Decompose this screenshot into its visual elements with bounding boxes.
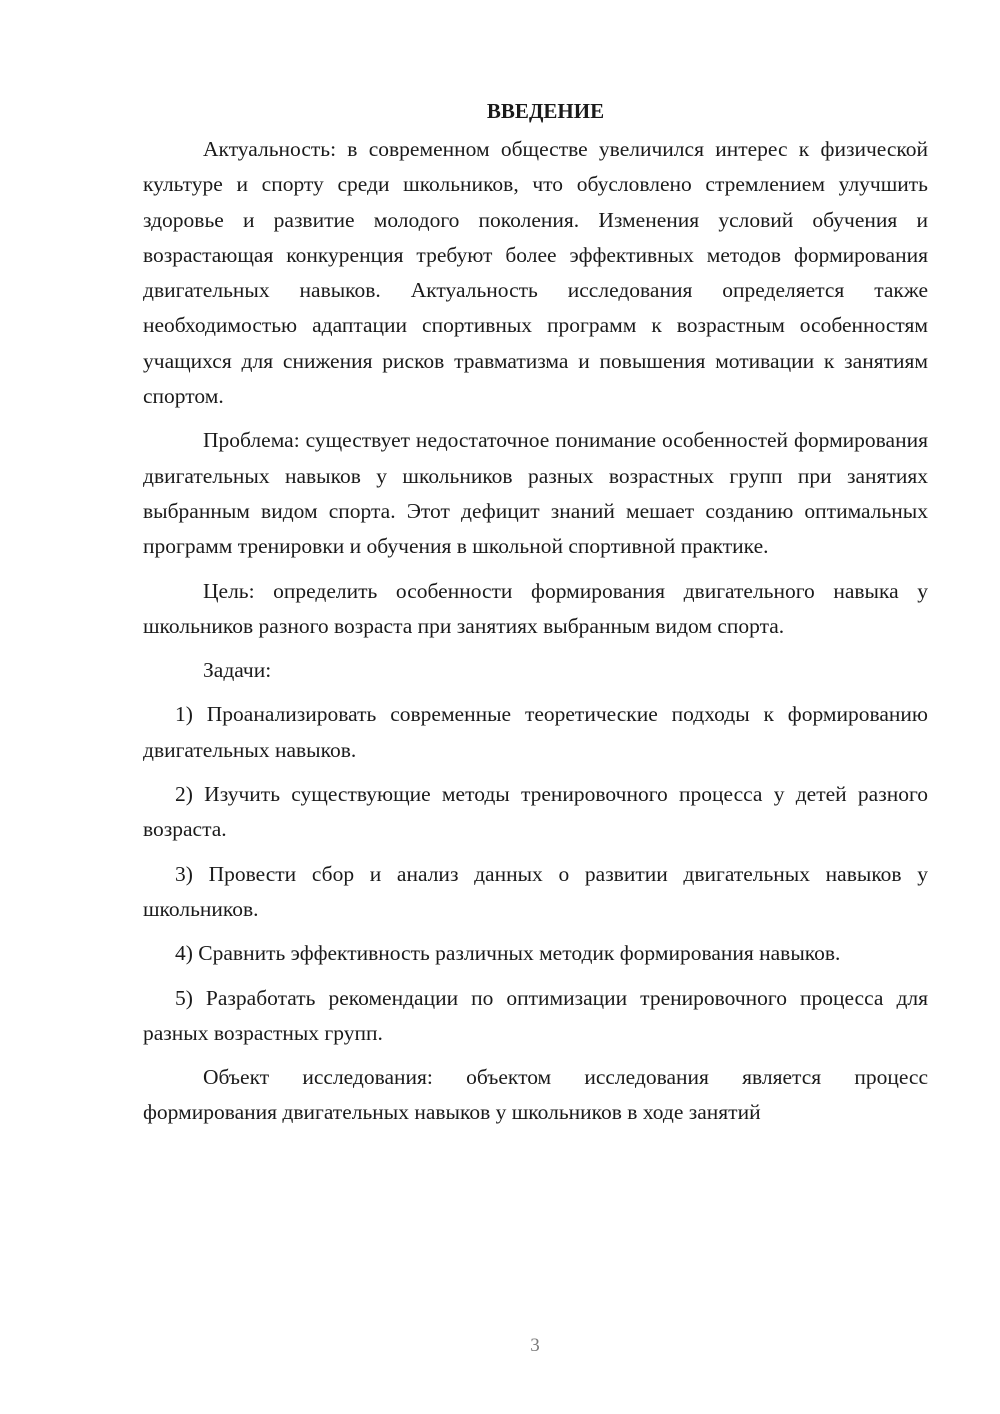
task-item-5: 5) Разработать рекомендации по оптимизации тренировочного процесса для разных возрастных групп. [143, 985, 928, 1045]
goal-paragraph: Цель: определить особенности формирования двигательного навыка у школьников разного возраста при занятиях выбранным видом спорта. [143, 578, 928, 638]
document-page [143, 96, 928, 1131]
task-item-4: 4) Сравнить эффективность различных методик формирования навыков. [175, 941, 841, 966]
tasks-heading: Задачи: [203, 658, 272, 683]
problem-paragraph: Проблема: существует недостаточное понимание особенностей формирования двигательных навыков у школьников разных возрастных групп при занятиях выбранным видом спорта. Этот дефицит знаний мешает созданию оптимальных программ тренировки и обучения в школьной спортивной практике. [143, 428, 928, 559]
section-title: ВВЕДЕНИЕ [486, 99, 605, 123]
page-number: 3 [530, 1335, 540, 1356]
relevance-paragraph: Актуальность: в современном обществе увеличился интерес к физической культуре и спорту среди школьников, что обусловлено стремлением улучшить здоровье и развитие молодого поколения. Изменения условий обучения и возрастающая конкуренция требуют более эффективных методов формирования двигательных навыков. Актуальность исследования определяется также необходимостью адаптации спортивных программ к возрастным особенностям учащихся для снижения рисков травматизма и повышения мотивации к занятиям спортом. [143, 137, 928, 409]
task-item-3: 3) Провести сбор и анализ данных о развитии двигательных навыков у школьников. [143, 861, 928, 921]
task-item-1: 1) Проанализировать современные теоретические подходы к формированию двигательных навыков. [143, 702, 928, 762]
task-item-2: 2) Изучить существующие методы тренировочного процесса у детей разного возраста. [143, 782, 928, 842]
object-paragraph: Объект исследования: объектом исследования является процесс формирования двигательных навыков у школьников в ходе занятий [143, 1065, 928, 1125]
